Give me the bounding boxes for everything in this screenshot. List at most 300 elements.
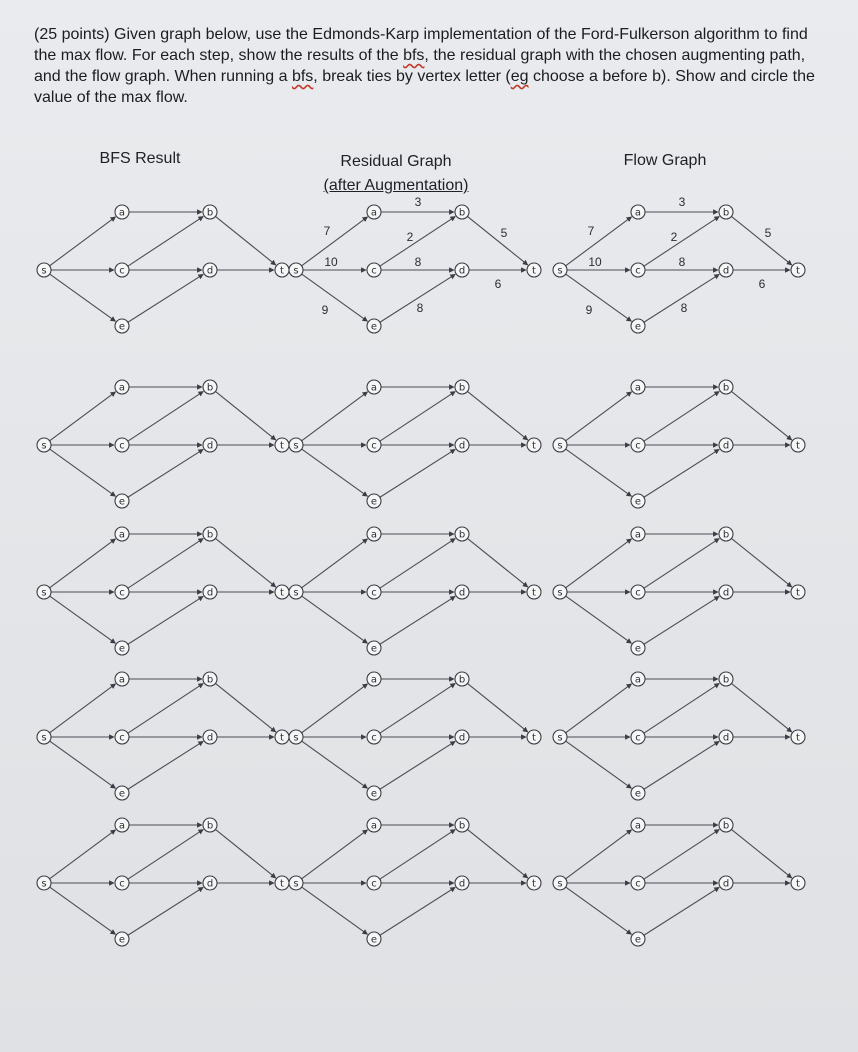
graph-row5-col2 [289, 818, 541, 946]
svg-text:e: e [118, 496, 126, 508]
edge-e-d [644, 449, 719, 497]
capacity-c-b: 2 [670, 230, 678, 244]
svg-text:a: a [118, 207, 126, 219]
svg-text:a: a [634, 529, 642, 541]
node-a [115, 672, 129, 686]
node-d [203, 730, 217, 744]
node-b [203, 818, 217, 832]
node-a [115, 818, 129, 832]
svg-text:e: e [370, 934, 378, 946]
svg-text:s: s [557, 878, 563, 890]
node-c [115, 263, 129, 277]
svg-text:a: a [370, 529, 378, 541]
node-e [631, 319, 645, 333]
node-s [37, 876, 51, 890]
svg-text:d: d [206, 440, 214, 452]
node-b [455, 527, 469, 541]
edge-s-e [302, 274, 368, 321]
edge-e-d [128, 274, 203, 322]
node-a [115, 380, 129, 394]
svg-text:d: d [722, 732, 730, 744]
node-s [289, 585, 303, 599]
node-s [289, 438, 303, 452]
node-t [791, 876, 805, 890]
svg-text:e: e [370, 321, 378, 333]
node-c [631, 438, 645, 452]
edge-e-d [644, 741, 719, 789]
svg-text:a: a [370, 820, 378, 832]
edge-e-d [644, 274, 719, 322]
svg-text:b: b [206, 207, 214, 219]
svg-text:b: b [458, 674, 466, 686]
svg-text:s: s [557, 265, 563, 277]
node-b [455, 380, 469, 394]
edge-b-t [215, 683, 275, 732]
edge-c-b [128, 829, 203, 879]
edge-c-b [128, 683, 203, 733]
capacity-s-e: 9 [321, 303, 329, 317]
svg-text:b: b [206, 529, 214, 541]
node-d [455, 730, 469, 744]
node-t [527, 263, 541, 277]
svg-text:e: e [634, 496, 642, 508]
svg-text:c: c [635, 732, 641, 744]
edge-s-a [566, 539, 632, 588]
capacity-s-a: 7 [323, 224, 331, 238]
capacity-b-t: 5 [764, 226, 772, 240]
edge-b-t [731, 538, 791, 587]
svg-text:b: b [206, 820, 214, 832]
svg-text:e: e [118, 788, 126, 800]
svg-text:t: t [796, 587, 800, 599]
edge-b-t [731, 216, 791, 265]
svg-text:e: e [370, 788, 378, 800]
node-b [719, 205, 733, 219]
edge-e-d [380, 741, 455, 789]
edge-s-a [302, 392, 368, 441]
edge-b-t [467, 829, 527, 878]
node-a [115, 205, 129, 219]
node-s [37, 263, 51, 277]
node-c [367, 585, 381, 599]
svg-text:t: t [280, 265, 284, 277]
svg-text:t: t [532, 587, 536, 599]
svg-text:c: c [119, 440, 125, 452]
residual-subtitle: (after Augmentation) [323, 177, 469, 194]
svg-text:a: a [370, 382, 378, 394]
edge-b-t [215, 538, 275, 587]
capacity-s-a: 7 [587, 224, 595, 238]
node-d [719, 263, 733, 277]
svg-text:d: d [722, 878, 730, 890]
capacity-d-t: 6 [494, 277, 502, 291]
edge-c-b [644, 391, 719, 441]
node-t [275, 585, 289, 599]
svg-text:e: e [634, 321, 642, 333]
edge-s-a [50, 830, 116, 879]
node-t [527, 585, 541, 599]
node-e [367, 786, 381, 800]
svg-text:s: s [41, 440, 47, 452]
graph-row1-col3 [553, 195, 805, 333]
node-a [631, 380, 645, 394]
svg-text:b: b [458, 207, 466, 219]
svg-text:t: t [532, 440, 536, 452]
graph-row1-col2 [289, 195, 541, 333]
node-c [115, 730, 129, 744]
graph-row1-col1 [37, 205, 289, 333]
svg-text:e: e [118, 321, 126, 333]
svg-text:s: s [557, 587, 563, 599]
svg-text:c: c [371, 587, 377, 599]
graph-row3-col3 [553, 527, 805, 655]
graph-row5-col1 [37, 818, 289, 946]
node-b [719, 527, 733, 541]
node-e [115, 494, 129, 508]
node-s [289, 730, 303, 744]
node-b [455, 672, 469, 686]
capacity-s-e: 9 [585, 303, 593, 317]
svg-text:d: d [722, 265, 730, 277]
graph-row2-col2 [289, 380, 541, 508]
edge-e-d [644, 596, 719, 644]
svg-text:d: d [206, 878, 214, 890]
node-c [367, 263, 381, 277]
node-s [289, 263, 303, 277]
edge-e-d [380, 274, 455, 322]
node-t [791, 263, 805, 277]
edge-b-t [467, 391, 527, 440]
svg-text:e: e [634, 788, 642, 800]
node-c [367, 438, 381, 452]
node-t [527, 438, 541, 452]
edge-s-e [566, 596, 632, 643]
node-c [115, 438, 129, 452]
node-s [553, 585, 567, 599]
edge-s-a [302, 830, 368, 879]
svg-text:s: s [557, 440, 563, 452]
svg-text:s: s [293, 265, 299, 277]
node-a [367, 527, 381, 541]
node-d [203, 585, 217, 599]
svg-text:e: e [118, 643, 126, 655]
svg-text:a: a [118, 674, 126, 686]
svg-text:s: s [41, 732, 47, 744]
edge-s-e [50, 596, 116, 643]
svg-text:b: b [722, 820, 730, 832]
svg-text:b: b [458, 382, 466, 394]
edge-c-b [644, 683, 719, 733]
edge-s-a [302, 684, 368, 733]
node-c [115, 876, 129, 890]
node-s [553, 438, 567, 452]
question-part-3: , break ties by vertex letter ( [313, 68, 511, 85]
node-c [115, 585, 129, 599]
node-a [631, 205, 645, 219]
question-part-1: Given graph below, use the Edmonds-Karp implementation of the Ford-Fulkerson algorithm to find the max flow. For each step, show the results of the [34, 26, 808, 64]
svg-text:b: b [206, 382, 214, 394]
node-c [631, 263, 645, 277]
svg-text:c: c [119, 587, 125, 599]
svg-text:d: d [458, 265, 466, 277]
svg-text:a: a [118, 820, 126, 832]
svg-text:d: d [458, 440, 466, 452]
graph-row4-col1 [37, 672, 289, 800]
edge-s-a [302, 539, 368, 588]
capacity-b-t: 5 [500, 226, 508, 240]
edge-c-b [644, 538, 719, 588]
edge-s-e [566, 887, 632, 934]
edge-e-d [128, 449, 203, 497]
svg-text:t: t [796, 732, 800, 744]
node-s [553, 876, 567, 890]
svg-text:c: c [371, 732, 377, 744]
edge-s-e [302, 741, 368, 788]
node-e [115, 641, 129, 655]
edge-e-d [128, 741, 203, 789]
svg-text:b: b [458, 529, 466, 541]
node-e [115, 932, 129, 946]
node-c [631, 730, 645, 744]
svg-text:d: d [206, 265, 214, 277]
graph-row4-col3 [553, 672, 805, 800]
edge-b-t [731, 391, 791, 440]
node-e [367, 319, 381, 333]
edge-b-t [731, 829, 791, 878]
edge-e-d [644, 887, 719, 935]
node-c [631, 876, 645, 890]
svg-text:c: c [119, 732, 125, 744]
edge-c-b [380, 538, 455, 588]
svg-text:a: a [634, 674, 642, 686]
edge-c-b [380, 683, 455, 733]
svg-text:b: b [722, 529, 730, 541]
node-e [631, 494, 645, 508]
eg-word: eg [510, 68, 529, 85]
svg-text:a: a [118, 529, 126, 541]
residual-title: Residual Graph [340, 153, 452, 170]
svg-text:s: s [293, 732, 299, 744]
svg-text:s: s [41, 878, 47, 890]
graph-row3-col2 [289, 527, 541, 655]
edge-e-d [380, 449, 455, 497]
node-d [455, 438, 469, 452]
node-t [275, 876, 289, 890]
edge-s-a [50, 539, 116, 588]
edge-b-t [467, 216, 527, 265]
node-a [631, 672, 645, 686]
node-t [791, 438, 805, 452]
edge-s-e [50, 741, 116, 788]
svg-text:e: e [634, 643, 642, 655]
svg-text:e: e [118, 934, 126, 946]
node-t [791, 730, 805, 744]
svg-text:t: t [532, 878, 536, 890]
node-e [367, 932, 381, 946]
node-e [115, 319, 129, 333]
capacity-s-c: 10 [324, 255, 338, 269]
svg-text:b: b [458, 820, 466, 832]
node-s [553, 263, 567, 277]
svg-text:e: e [370, 496, 378, 508]
node-b [203, 380, 217, 394]
svg-text:d: d [722, 587, 730, 599]
node-b [455, 205, 469, 219]
edge-s-e [566, 274, 632, 321]
node-d [203, 263, 217, 277]
svg-text:s: s [293, 878, 299, 890]
edge-b-t [215, 216, 275, 265]
svg-text:c: c [371, 878, 377, 890]
edge-b-t [467, 683, 527, 732]
svg-text:t: t [280, 732, 284, 744]
edge-e-d [128, 596, 203, 644]
capacity-c-b: 2 [406, 230, 414, 244]
svg-text:t: t [796, 265, 800, 277]
svg-text:d: d [458, 587, 466, 599]
node-b [203, 672, 217, 686]
graph-row3-col1 [37, 527, 289, 655]
svg-text:a: a [634, 207, 642, 219]
capacity-a-b: 3 [414, 195, 422, 209]
node-c [367, 876, 381, 890]
graph-row5-col3 [553, 818, 805, 946]
bfs-word-1: bfs [403, 47, 425, 64]
svg-text:a: a [634, 820, 642, 832]
node-d [203, 438, 217, 452]
edge-b-t [467, 538, 527, 587]
node-b [719, 672, 733, 686]
svg-text:c: c [119, 265, 125, 277]
edge-b-t [215, 391, 275, 440]
bfs-word-2: bfs [291, 68, 314, 85]
svg-text:b: b [722, 207, 730, 219]
node-e [631, 932, 645, 946]
edge-c-b [128, 391, 203, 441]
svg-text:b: b [722, 382, 730, 394]
edge-s-a [566, 392, 632, 441]
svg-text:c: c [635, 440, 641, 452]
edge-b-t [215, 829, 275, 878]
node-s [289, 876, 303, 890]
node-e [115, 786, 129, 800]
node-a [367, 380, 381, 394]
capacity-c-d: 8 [678, 255, 686, 269]
svg-text:t: t [532, 265, 536, 277]
bfs-result-header: BFS Result [99, 150, 181, 167]
node-d [719, 876, 733, 890]
node-a [115, 527, 129, 541]
svg-text:b: b [206, 674, 214, 686]
capacity-a-b: 3 [678, 195, 686, 209]
svg-text:c: c [635, 587, 641, 599]
question-part-4: choose a before b). Show and circle the value of the max flow. [34, 68, 815, 106]
capacity-e-d: 8 [680, 301, 688, 315]
edge-s-a [566, 830, 632, 879]
node-e [631, 641, 645, 655]
edge-s-a [50, 392, 116, 441]
node-s [37, 438, 51, 452]
node-d [203, 876, 217, 890]
capacity-d-t: 6 [758, 277, 766, 291]
svg-text:a: a [370, 207, 378, 219]
svg-text:c: c [635, 265, 641, 277]
node-b [203, 205, 217, 219]
edge-c-b [380, 391, 455, 441]
svg-text:d: d [458, 732, 466, 744]
node-b [203, 527, 217, 541]
node-d [719, 730, 733, 744]
svg-text:s: s [557, 732, 563, 744]
svg-text:t: t [280, 440, 284, 452]
node-b [719, 818, 733, 832]
node-t [275, 438, 289, 452]
svg-text:s: s [41, 587, 47, 599]
svg-text:c: c [635, 878, 641, 890]
capacity-e-d: 8 [416, 301, 424, 315]
node-a [367, 205, 381, 219]
svg-text:a: a [118, 382, 126, 394]
node-t [527, 876, 541, 890]
svg-text:t: t [796, 440, 800, 452]
node-t [275, 730, 289, 744]
capacity-c-d: 8 [414, 255, 422, 269]
edge-c-b [644, 829, 719, 879]
node-e [367, 641, 381, 655]
svg-text:s: s [293, 587, 299, 599]
edge-s-e [50, 274, 116, 321]
node-s [37, 730, 51, 744]
svg-text:d: d [206, 587, 214, 599]
node-b [455, 818, 469, 832]
node-a [367, 818, 381, 832]
edge-e-d [128, 887, 203, 935]
svg-text:d: d [458, 878, 466, 890]
edge-s-a [566, 684, 632, 733]
node-t [275, 263, 289, 277]
svg-text:c: c [371, 265, 377, 277]
graph-row2-col1 [37, 380, 289, 508]
edge-s-e [302, 887, 368, 934]
edge-s-a [50, 684, 116, 733]
node-d [455, 876, 469, 890]
edge-s-e [566, 449, 632, 496]
node-b [719, 380, 733, 394]
svg-text:t: t [280, 878, 284, 890]
svg-text:a: a [370, 674, 378, 686]
edge-s-e [566, 741, 632, 788]
svg-text:a: a [634, 382, 642, 394]
node-c [367, 730, 381, 744]
svg-text:b: b [722, 674, 730, 686]
edge-b-t [731, 683, 791, 732]
question-part-2: , the residual graph with the chosen augmenting path, and the flow graph. When running a [34, 47, 806, 85]
svg-text:d: d [206, 732, 214, 744]
svg-text:c: c [371, 440, 377, 452]
svg-text:t: t [796, 878, 800, 890]
edge-s-e [302, 449, 368, 496]
svg-text:e: e [634, 934, 642, 946]
edge-c-b [128, 538, 203, 588]
graph-row4-col2 [289, 672, 541, 800]
node-d [455, 263, 469, 277]
svg-text:t: t [280, 587, 284, 599]
capacity-s-c: 10 [588, 255, 602, 269]
edge-c-b [128, 216, 203, 266]
svg-text:s: s [293, 440, 299, 452]
node-t [791, 585, 805, 599]
edge-s-a [50, 217, 116, 266]
